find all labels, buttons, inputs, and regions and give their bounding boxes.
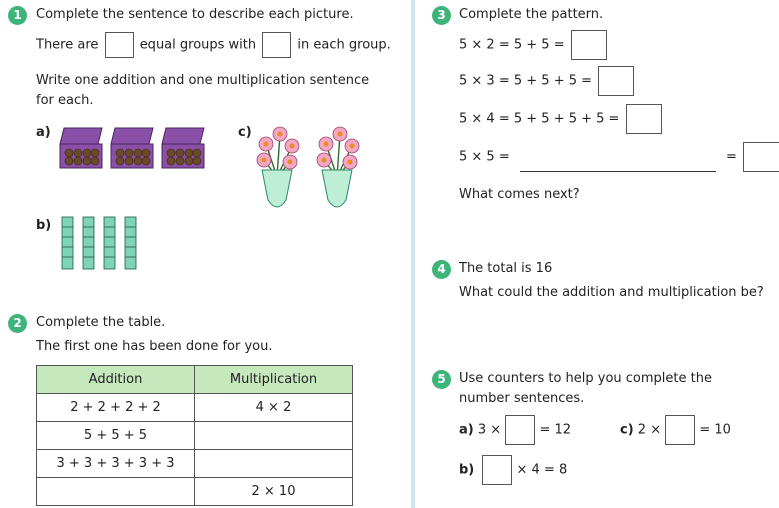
q1-label-c: c) [238,125,252,140]
table-row [37,394,353,422]
table-row [37,422,353,450]
q1-sentence [36,32,391,56]
table-row [37,478,353,506]
q1-write-line2: for each. [36,93,94,108]
egg-boxes-picture [58,124,208,174]
q1-instruction: Complete the sentence to describe each picture. [36,7,354,22]
q3-pattern-row-4 [459,142,779,172]
q3-pattern-row-3 [459,104,662,132]
q3-pattern-text: 5 × 4 = 5 + 5 + 5 + 5 = [459,111,620,127]
q5-c-answer-box[interactable] [665,415,695,445]
column-divider [411,0,415,508]
q3-pattern-text: 5 × 5 = [459,149,510,165]
q5-a-pre: 3 × [477,422,502,438]
q3-pattern-row-2 [459,66,634,94]
q4-line2: What could the addition and multiplication be? [459,285,764,300]
q1-groups-answer-box[interactable] [105,32,134,58]
q5-c-post: = 10 [699,422,731,438]
q2-table [36,365,353,506]
q1-number-badge: 1 [8,6,27,25]
q3-instruction: Complete the pattern. [459,7,604,22]
table-header-multiplication: Multiplication [195,366,353,394]
table-header-addition: Addition [37,366,195,394]
q5-b-post: × 4 = 8 [516,462,568,478]
q5-a-post: = 12 [539,422,572,438]
q5-label-b: b) [459,462,475,478]
q5-part-a [459,415,571,445]
q5-label-c: c) [620,422,634,438]
q5-line1: Use counters to help you complete the [459,371,712,386]
q3-pattern-row-1 [459,30,607,58]
q5-number-badge: 5 [432,370,451,389]
q1-sentence-part1: There are [36,37,99,53]
table-cell-addition-answer[interactable] [37,478,195,506]
q1-write-line1: Write one addition and one multiplication sentence [36,73,370,88]
q5-label-a: a) [459,422,474,438]
q3-pattern-text: 5 × 2 = 5 + 5 = [459,37,565,53]
q3-pattern-text: 5 × 3 = 5 + 5 + 5 = [459,73,593,89]
q1-label-b: b) [36,218,52,233]
q5-a-answer-box[interactable] [505,415,535,445]
q5-part-b [459,455,567,485]
q3-answer-line[interactable] [520,152,716,172]
q4-number-badge: 4 [432,260,451,279]
table-row [37,450,353,478]
table-cell-multiplication-answer[interactable] [195,422,353,450]
q1-label-a: a) [36,125,51,140]
q1-sentence-part3: in each group. [297,37,391,53]
q1-each-answer-box[interactable] [262,32,291,58]
q2-number-badge: 2 [8,314,27,333]
table-cell-addition: 3 + 3 + 3 + 3 + 3 [37,450,195,478]
table-cell-multiplication: 4 × 2 [195,394,353,422]
q5-line2: number sentences. [459,391,585,406]
q3-answer-box-3[interactable] [626,104,662,134]
q3-answer-box-2[interactable] [598,66,634,96]
q2-sub: The first one has been done for you. [36,339,273,354]
q4-line1: The total is 16 [459,261,553,276]
table-cell-addition: 5 + 5 + 5 [37,422,195,450]
table-cell-addition: 2 + 2 + 2 + 2 [37,394,195,422]
q1-sentence-part2: equal groups with [139,37,257,53]
table-cell-multiplication-answer[interactable] [195,450,353,478]
table-header-row [37,366,353,394]
q3-number-badge: 3 [432,6,451,25]
flower-vases-picture [252,122,370,217]
q5-b-answer-box[interactable] [482,455,512,485]
cube-towers-picture [60,215,140,271]
q3-equals: = [726,149,737,165]
q3-answer-box-1[interactable] [571,30,607,60]
table-cell-multiplication: 2 × 10 [195,478,353,506]
q3-answer-box-4[interactable] [743,142,779,172]
q5-part-c [620,415,731,445]
q5-c-pre: 2 × [637,422,662,438]
q3-question: What comes next? [459,187,580,202]
q2-instruction: Complete the table. [36,315,166,330]
